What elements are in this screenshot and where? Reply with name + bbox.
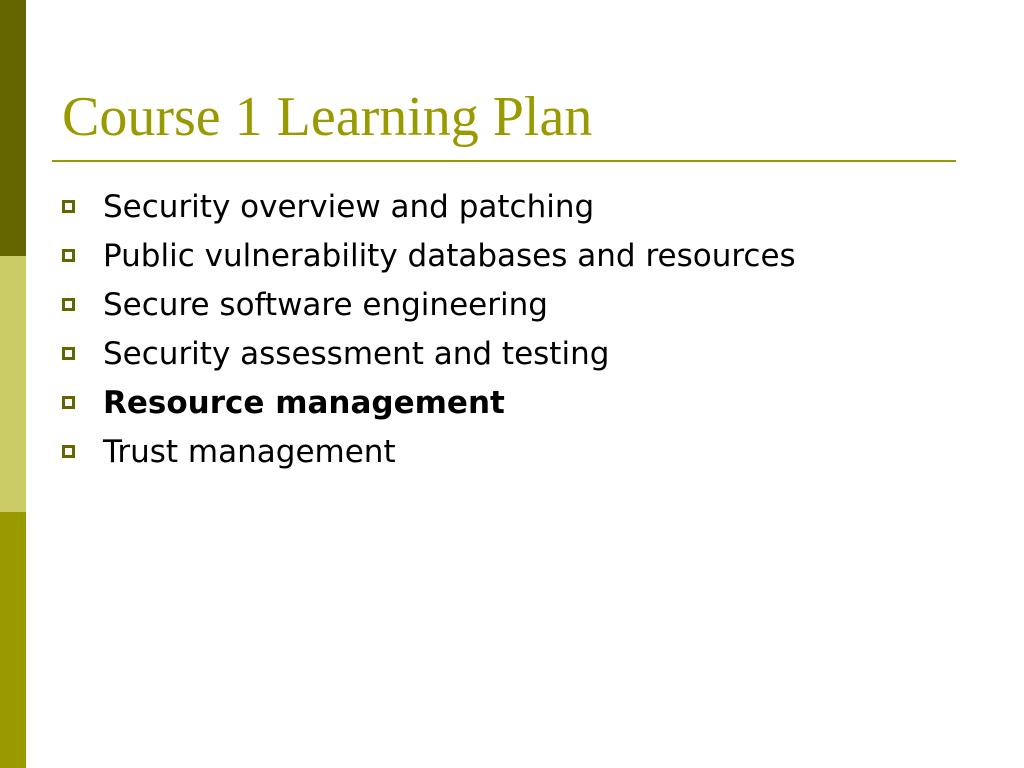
bullet-text: Resource management (103, 384, 505, 421)
title-underline (52, 160, 956, 162)
bullet-item (62, 280, 796, 329)
slide-title: Course 1 Learning Plan (62, 86, 593, 148)
bullet-text: Secure software engineering (103, 286, 548, 323)
hollow-square-icon (62, 249, 75, 262)
bullet-item (62, 378, 796, 427)
side-bar-segment-bottom (0, 512, 26, 768)
hollow-square-icon (62, 396, 75, 409)
bullet-item (62, 427, 796, 476)
hollow-square-icon (62, 200, 75, 213)
side-accent-bar (0, 0, 26, 768)
bullet-list (62, 182, 796, 476)
hollow-square-icon (62, 298, 75, 311)
hollow-square-icon (62, 445, 75, 458)
bullet-item (62, 231, 796, 280)
hollow-square-icon (62, 347, 75, 360)
side-bar-segment-middle (0, 256, 26, 512)
bullet-item (62, 182, 796, 231)
bullet-text: Public vulnerability databases and resources (103, 237, 796, 274)
side-bar-segment-top (0, 0, 26, 256)
bullet-text: Security assessment and testing (103, 335, 610, 372)
bullet-text: Trust management (103, 433, 396, 470)
bullet-text: Security overview and patching (103, 188, 595, 225)
bullet-item (62, 329, 796, 378)
